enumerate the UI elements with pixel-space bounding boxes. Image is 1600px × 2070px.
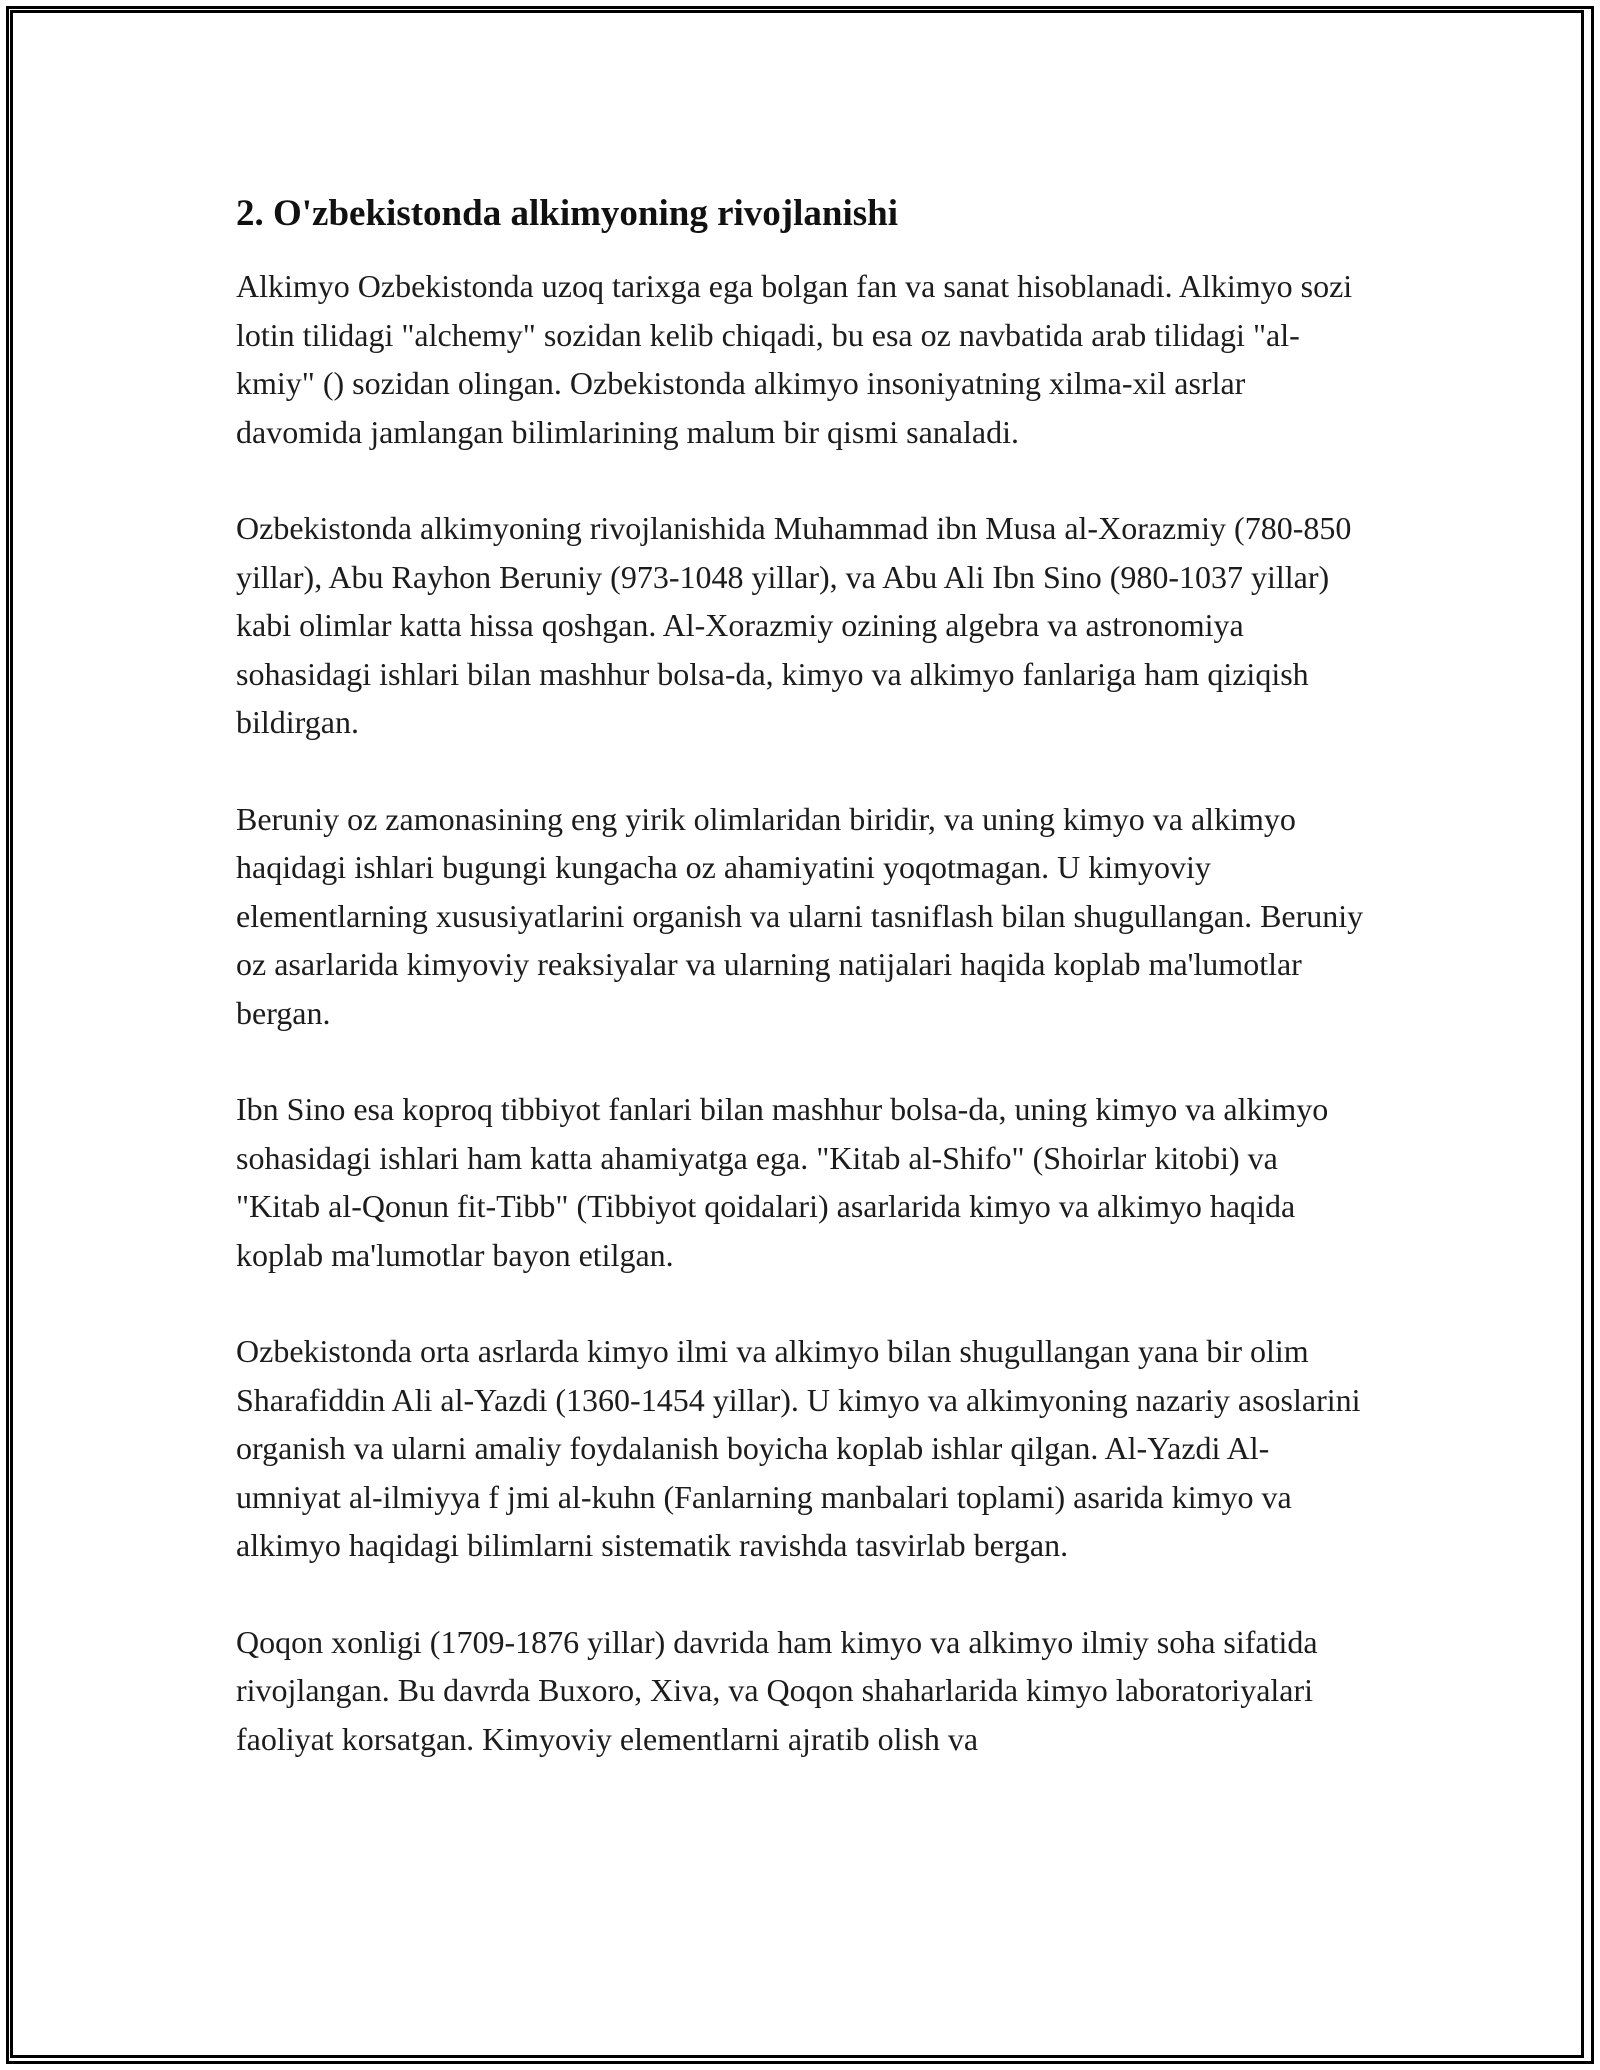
paragraph-beruniy: Beruniy oz zamonasining eng yirik olimlaridan biridir, va uning kimyo va alkimyo haqidagi ishlari bugungi kungacha oz ahamiyatini yoqotmagan. U kimyoviy elementlarning xususiyatlarini organish va ularni tasniflash bilan shugullangan. Beruniy oz asarlarida kimyoviy reaksiyalar va ularning natijalari haqida koplab ma'lumotlar bergan. xyxy=(236,800,1364,1031)
document-page xyxy=(236,186,1366,1811)
paragraph-qoqon-khanate: Qoqon xonligi (1709-1876 yillar) davrida ham kimyo va alkimyo ilmiy soha sifatida rivojlangan. Bu davrda Buxoro, Xiva, va Qoqon shaharlarida kimyo laboratoriyalari faoliyat korsatgan. Kimyoviy elementlarni ajratib olish va xyxy=(236,1623,1318,1757)
paragraph-al-yazdi: Ozbekistonda orta asrlarda kimyo ilmi va alkimyo bilan shugullangan yana bir olim Sharafiddin Ali al-Yazdi (1360-1454 yillar). U kimyo va alkimyoning nazariy asoslarini organish va ularni amaliy foydalanish boyicha koplab ishlar qilgan. Al-Yazdi Al-umniyat al-ilmiyya f jmi al-kuhn (Fanlarning manbalari toplami) asarida kimyo va alkimyo haqidagi bilimlarni sistematik ravishda tasvirlab bergan. xyxy=(236,1333,1361,1563)
paragraph-ibn-sino: Ibn Sino esa koproq tibbiyot fanlari bilan mashhur bolsa-da, uning kimyo va alkimyo sohasidagi ishlari ham katta ahamiyatga ega. "Kitab al-Shifo" (Shoirlar kitobi) va "Kitab al-Qonun fit-Tibb" (Tibbiyot qoidalari) asarlarida kimyo va alkimyo haqida koplab ma'lumotlar bayon etilgan. xyxy=(236,1091,1329,1273)
paragraph-scholars: Ozbekistonda alkimyoning rivojlanishida Muhammad ibn Musa al-Xorazmiy (780-850 yillar), Abu Rayhon Beruniy (973-1048 yillar), va Abu Ali Ibn Sino (980-1037 yillar) kabi olimlar katta hissa qoshgan. Al-Xorazmiy ozining algebra va astronomiya sohasidagi ishlari bilan mashhur bolsa-da, kimyo va alkimyo fanlariga ham qiziqish bildirgan. xyxy=(236,510,1352,740)
paragraph-alkimyo-origin: Alkimyo Ozbekistonda uzoq tarixga ega bolgan fan va sanat hisoblanadi. Alkimyo sozi lotin tilidagi "alchemy" sozidan kelib chiqadi, bu esa oz navbatida arab tilidagi "al-kmiy" () sozidan olingan. Ozbekistonda alkimyo insoniyatning xilma-xil asrlar davomida jamlangan bilimlarining malum bir qismi sanaladi. xyxy=(236,268,1353,450)
section-heading: 2. O'zbekistonda alkimyoning rivojlanishi xyxy=(236,193,899,234)
